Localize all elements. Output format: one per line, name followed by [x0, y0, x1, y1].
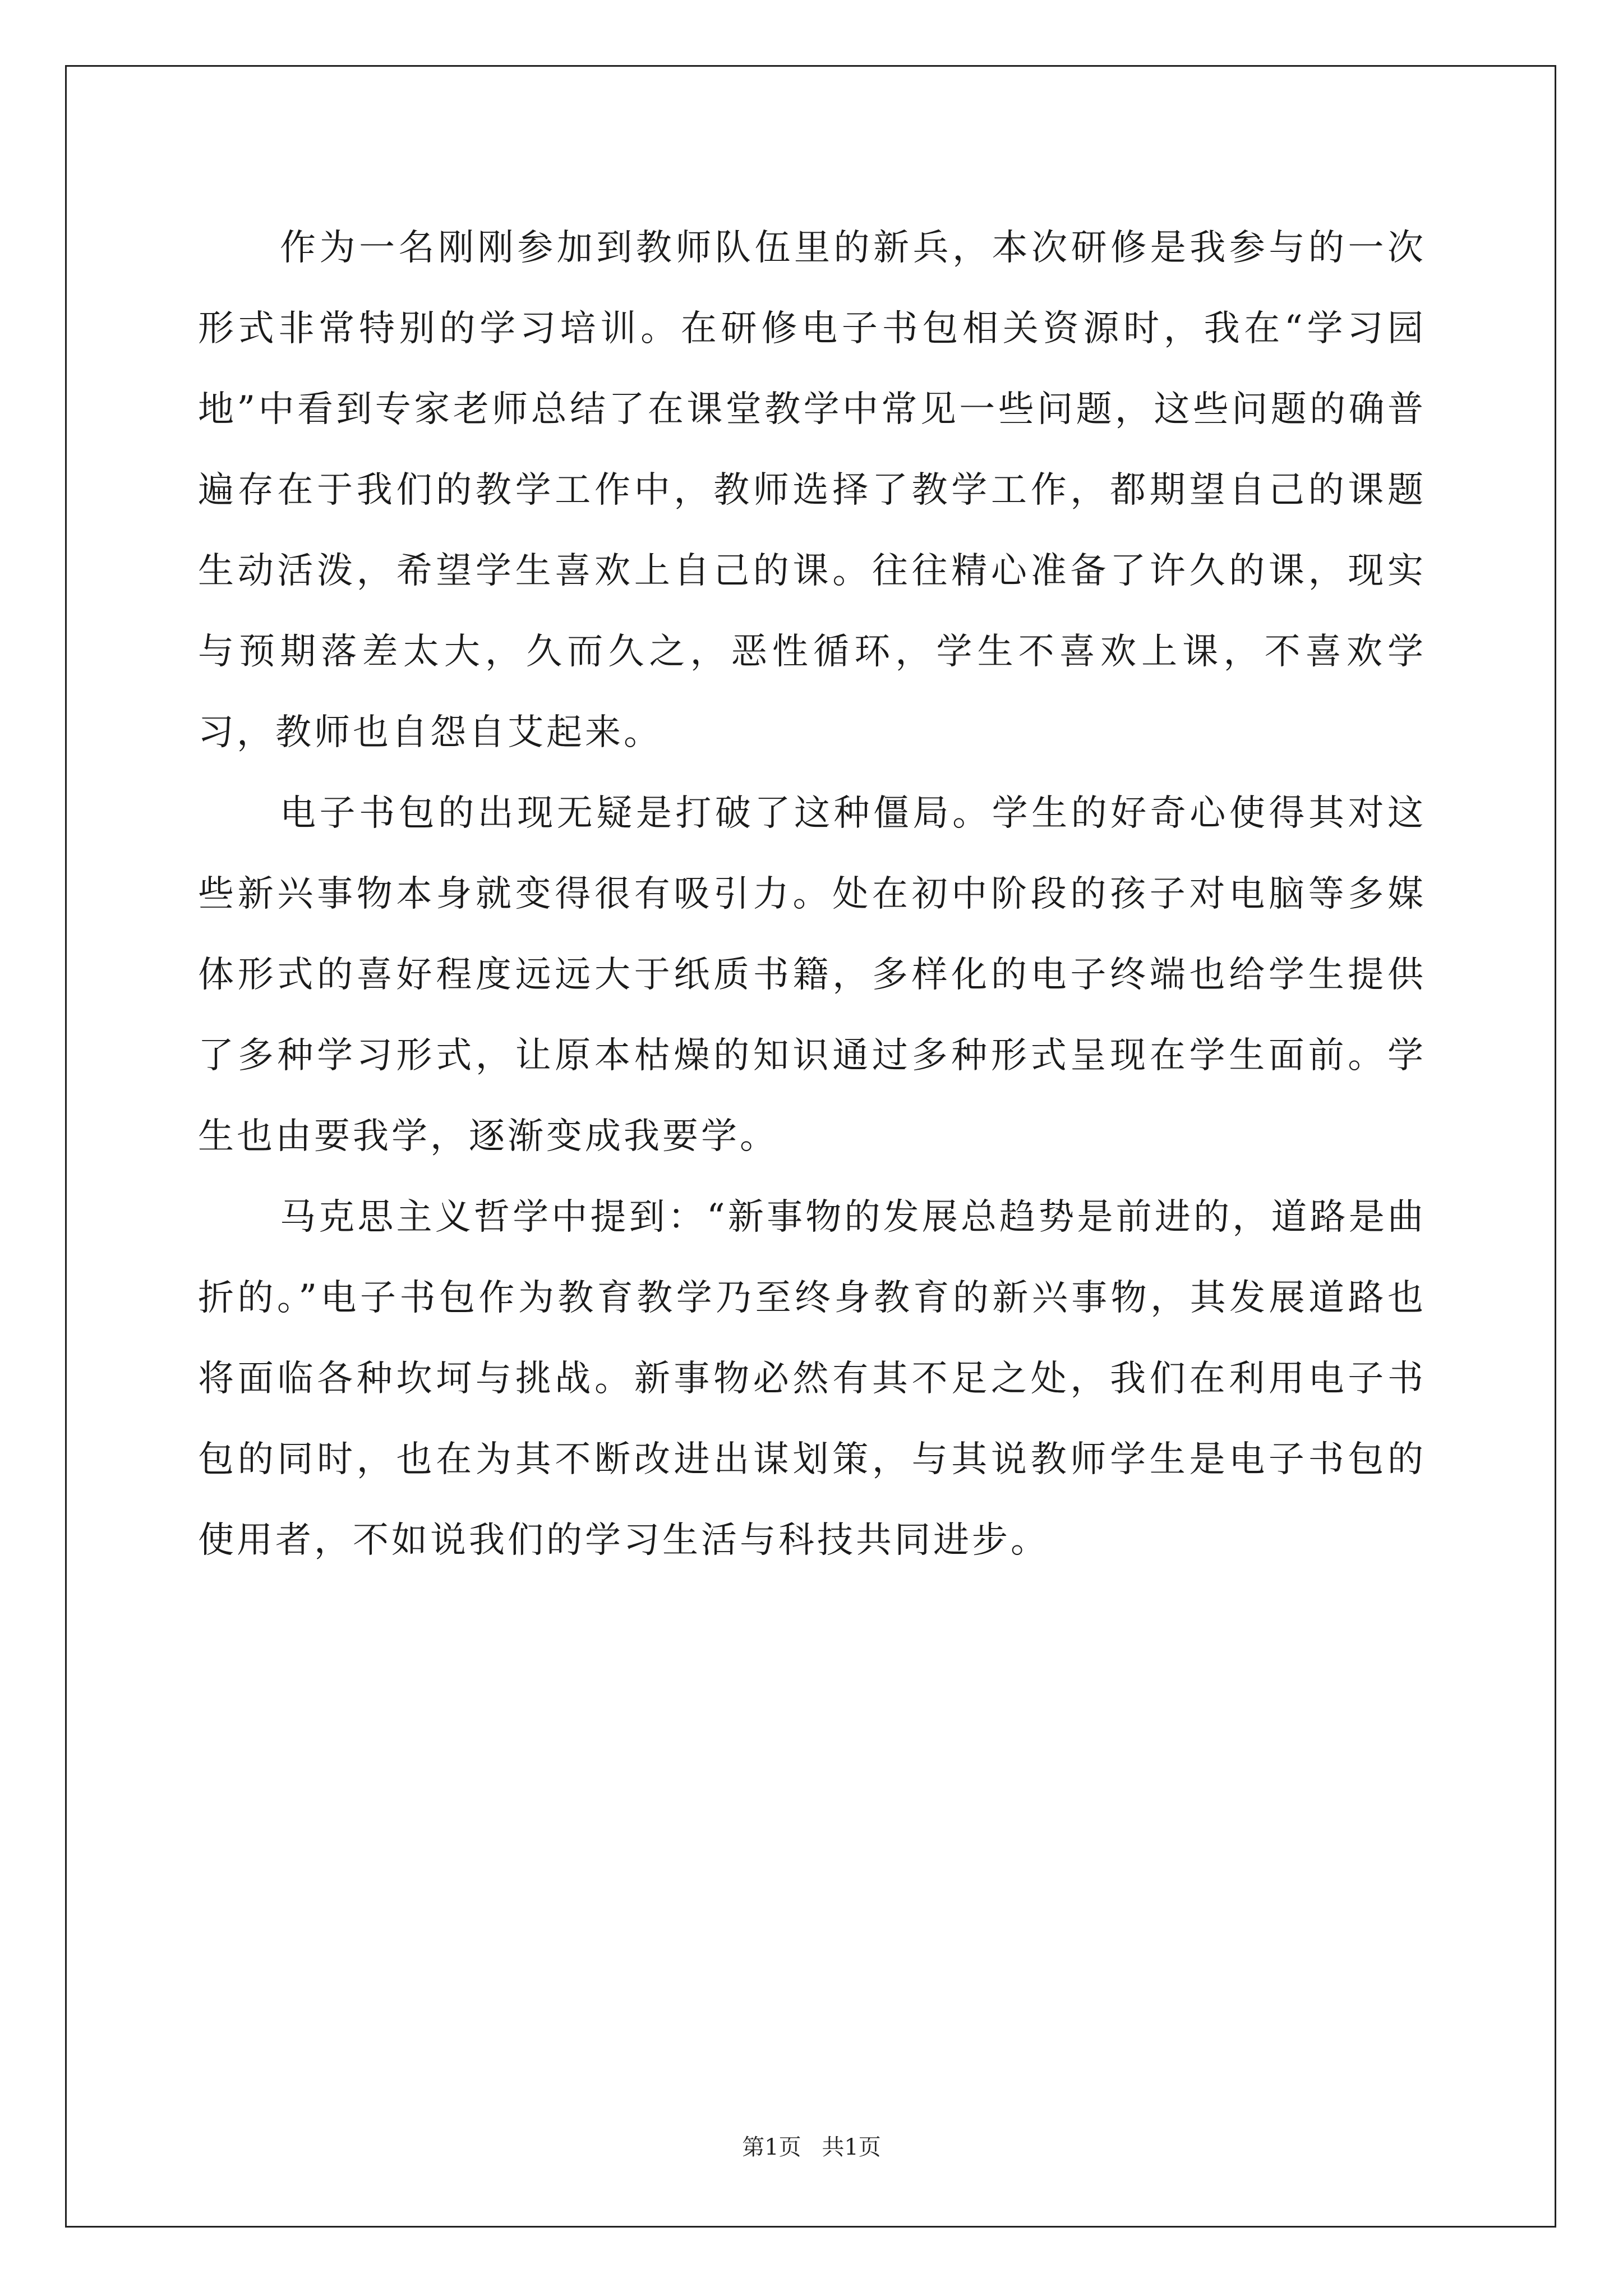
total-pages: 共1页	[822, 2134, 881, 2160]
document-body	[198, 208, 1426, 1581]
paragraph-2: 电子书包的出现无疑是打破了这种僵局。学生的好奇心使得其对这些新兴事物本身就变得很有吸引力。处在初中阶段的孩子对电脑等多媒体形式的喜好程度远远大于纸质书籍，多样化的电子终端也给学生提供了多种学习形式，让原本枯燥的知识通过多种形式呈现在学生面前。学生也由要我学，逐渐变成我要学。	[198, 793, 1426, 1157]
page-number: 第1页	[742, 2134, 801, 2160]
paragraph-1: 作为一名刚刚参加到教师队伍里的新兵，本次研修是我参与的一次形式非常特别的学习培训。在研修电子书包相关资源时，我在“学习园地”中看到专家老师总结了在课堂教学中常见一些问题，这些问题的确普遍存在于我们的教学工作中，教师选择了教学工作，都期望自己的课题生动活泼，希望学生喜欢上自己的课。往往精心准备了许久的课，现实与预期落差太大，久而久之，恶性循环，学生不喜欢上课，不喜欢学习，教师也自怨自艾起来。	[198, 227, 1426, 753]
page-footer	[0, 2129, 1623, 2161]
paragraph-3: 马克思主义哲学中提到：“新事物的发展总趋势是前进的，道路是曲折的。”电子书包作为教育教学乃至终身教育的新兴事物，其发展道路也将面临各种坎坷与挑战。新事物必然有其不足之处，我们在利用电子书包的同时，也在为其不断改进出谋划策，与其说教师学生是电子书包的使用者，不如说我们的学习生活与科技共同进步。	[198, 1197, 1426, 1561]
